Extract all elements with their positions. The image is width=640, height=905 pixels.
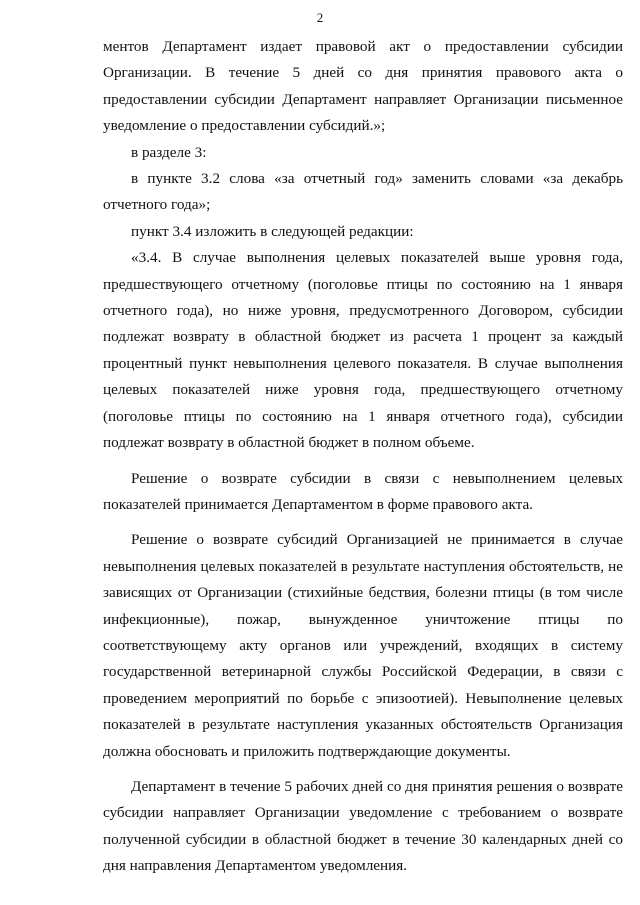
paragraph-no-return-conditions: Решение о возврате субсидий Организацией не принимается в случае невыполнения целевых показателей в результате наступления обстоятельств, не зависящих от Организации (стихийные бедствия, болезни птицы (в том числе инфекционные), пожар, вынужденное уничтожение птицы по соответствующему акту органов или учреждений, входящих в систему государственной ветеринарной службы Российской Федерации, в связи с проведением мероприятий по борьбе с эпизоотией). Невыполнение целевых показателей в результате наступления указанных обстоятельств Организация должна обосновать и приложить подтверждающие документы. — [103, 531, 623, 760]
paragraph-notification: Департамент в течение 5 рабочих дней со дня принятия решения о возврате субсидии направляет Организации уведомление с требованием о возврате полученной субсидии в областной бюджет в течение 30 календарных дней со дня направления Департаментом уведомления. — [103, 777, 623, 875]
paragraph-item-3-4-intro: пункт 3.4 изложить в следующей редакции: — [131, 222, 414, 240]
document-body — [103, 34, 623, 880]
paragraph-section-3: в разделе 3: — [131, 143, 207, 161]
paragraph-item-3-2: в пункте 3.2 слова «за отчетный год» заменить словами «за декабрь отчетного года»; — [103, 170, 623, 214]
paragraph-return-decision: Решение о возврате субсидии в связи с невыполнением целевых показателей принимается Департаментом в форме правового акта. — [103, 469, 623, 513]
paragraph-item-3-4-text: «3.4. В случае выполнения целевых показателей выше уровня года, предшествующего отчетному (поголовье птицы по состоянию на 1 января отчетного года), но ниже уровня, предусмотренного Договором, субсидии подлежат возврату в областной бюджет из расчета 1 процент за каждый процентный пункт невыполнения целевого показателя. В случае выполнения целевых показателей ниже уровня года, предшествующего отчетному (поголовье птицы по состоянию на 1 января отчетного года), субсидии подлежат возврату в областной бюджет в полном объеме. — [103, 249, 623, 452]
page-number: 2 — [316, 10, 324, 25]
paragraph-continuation: ментов Департамент издает правовой акт о предоставлении субсидии Организации. В течение 5 дней со дня принятия правового акта о предоставлении субсидии Департамент направляет Организации письменное уведомление о предоставлении субсидий.»; — [103, 38, 623, 135]
